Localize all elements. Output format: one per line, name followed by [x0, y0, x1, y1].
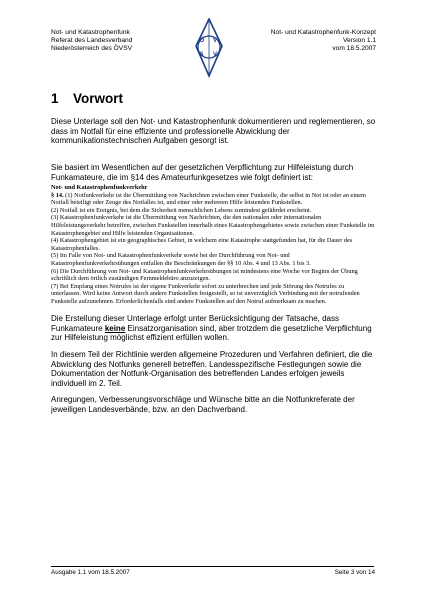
law-paragraph: (3) Katastrophenfunkverkehr ist die Übermittlung von Nachrichten, die den nationalen oder internationalen Hilfeleistungsverkehr betreffen, zwischen Funkstellen innerhalb eines Katastrophengebietes sowie zwischen einer Funkstelle im Katastrophengebiet und Hilfe leistenden Organisationen. [51, 214, 375, 237]
header-left [51, 29, 132, 53]
header-right-line: vom 18.5.2007 [332, 45, 376, 52]
law-paragraph: (5) Im Falle von Not- und Katastrophenfunkverkehr sowie bei der Durchführung von Not- und Katastrophenfunkverkehrsübungen entfallen die Beschränkungen der §§ 10 Abs. 4 und 13 Abs. 1 bis 3. [51, 252, 311, 267]
intro-paragraph: Sie basiert im Wesentlichen auf der gesetzlichen Verpflichtung zur Hilfeleistung durch Funkamateure, die im §14 des Amateurfunkgesetzes wie folgt definiert ist: [51, 163, 354, 182]
header-left-line: Niederösterreich des ÖVSV [51, 45, 132, 52]
body-paragraph: Die Erstellung dieser Unterlage erfolgt unter Berücksichtigung der Tatsache, dass Funkamateure keine Einsatzorganisation sind, aber trotzdem die gesetzliche Verpflichtung zur Hilfeleistung möglichst effizient erfüllen wollen. [51, 314, 372, 343]
law-paragraph: § 14. (1) Notfunkverkehr ist die Übermittlung von Nachrichten zwischen einer Funkstelle, die selbst in Not ist oder an einem Notfall beteiligt oder Zeuge des Notfalles ist, und einer oder mehreren Hilfe leistenden Funkstellen. [51, 191, 366, 207]
law-excerpt [51, 184, 375, 306]
emphasis-keine: keine [104, 323, 126, 333]
oevsv-logo [187, 18, 231, 78]
svg-text:V: V [213, 52, 218, 58]
section-title: Vorwort [73, 91, 123, 106]
law-section-label: § 14. [51, 191, 64, 199]
body-paragraph: In diesem Teil der Richtlinie werden allgemeine Prozeduren und Verfahren definiert, die die Abwicklung des Notfunks generell betreffen. Landesspezifische Festlegungen sowie die Dokumentation der Notfunk-Organisation des betreffenden Landes erfolgen jeweils individuell im 2. Teil. [51, 350, 373, 388]
law-paragraph: (4) Katastrophengebiet ist ein geographisches Gebiet, in welchem eine Katastrophe stattgefunden hat, für die Dauer des Katastrophenfalles. [51, 237, 353, 252]
header-right-line: Not- und Katastrophenfunk-Konzept [270, 29, 376, 36]
header-left-line: Not- und Katastrophenfunk [51, 29, 130, 36]
law-paragraph: (6) Die Durchführung von Not- und Katastrophenfunkverkehrsübungen ist mindestens eine Woche vor Beginn der Übung schriftlich dem örtlich zuständigen Fernmeldebüro anzuzeigen. [51, 267, 358, 283]
footer-page-number: Seite 3 von 14 [334, 569, 375, 576]
section-heading [51, 91, 123, 106]
law-paragraph: (7) Bei Empfang eines Notrufes ist der eigene Funkverkehr sofort zu unterbrechen und jede Störung des Notrufes zu unterlassen. Wird keine Antwort durch andere Funkstellen festgestellt, so ist unverzüglich Verbindung mit der notrufenden Funkstelle aufzunehmen. Erforderlichenfalls sind andere Funkstellen auf den Notruf aufmerksam zu machen. [51, 282, 360, 305]
header-right-line: Version 1.1 [343, 37, 376, 44]
footer-divider [51, 566, 374, 567]
header-left-line: Referat des Landesverband [51, 37, 133, 44]
section-number: 1 [51, 91, 59, 106]
body-paragraph: Anregungen, Verbesserungsvorschläge und Wünsche bitte an die Notfunkreferate der jeweiligen Landesverbände, bzw. an den Dachverband. [51, 395, 355, 414]
law-title: Not- und Katastrophenfunkverkehr [51, 184, 148, 191]
header-right [271, 29, 376, 53]
intro-paragraph: Diese Unterlage soll den Not- und Katastrophenfunk dokumentieren und reglementieren, so dass im Notfall für eine effiziente und professionelle Abwicklung der kommunikationstechnischen Aufgaben gesorgt ist. [51, 117, 376, 146]
svg-text:V: V [213, 38, 218, 44]
footer-edition: Ausgabe 1.1 vom 18.5.2007 [51, 569, 130, 576]
svg-text:Ö: Ö [199, 38, 205, 44]
law-paragraph: (2) Notfall ist ein Ereignis, bei dem die Sicherheit menschlichen Lebens zumindest gefährdet erscheint. [51, 206, 312, 214]
svg-text:S: S [199, 52, 204, 58]
